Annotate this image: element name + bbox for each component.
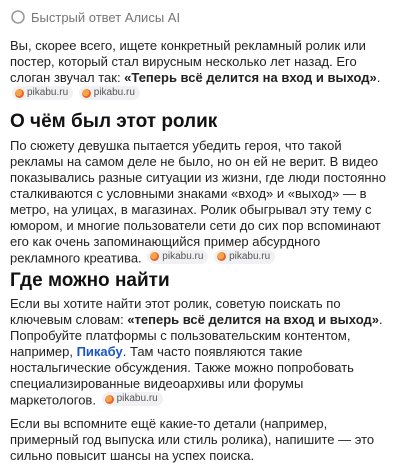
source-chip[interactable]: pikabu.ru <box>214 250 275 264</box>
pikabu-favicon-icon <box>217 252 226 261</box>
section-heading-about: О чём был этот ролик <box>10 110 218 132</box>
about-paragraph: По сюжету девушка пытается убедить героя, что такой рекламы на самом деле не было, но он ей не верит. В видео показывались разные ситуации из жизни, где люди постоянно сталкиваются с условными знаками «вход» и «выход» — в метро, на улицах, в магазинах. Ролик обыгрывал эту тему с юмором, и многие пользователи сети до сих пор вспоминают его как очень запоминающийся пример абсурдного рекламного креатива. pikabu.ru pikabu.ru <box>10 137 386 265</box>
closing-paragraph: Если вы вспомните ещё какие-то детали (например, примерный год выпуска или стиль ролика), напишите — это сильно повысит шансы на успех поиска. <box>10 415 375 463</box>
section-heading-where: Где можно найти <box>10 270 170 291</box>
header-title: Быстрый ответ Алисы AI <box>31 9 181 25</box>
source-chip[interactable]: pikabu.ru <box>79 86 140 100</box>
pikabu-favicon-icon <box>82 89 91 98</box>
where-paragraph: Если вы хотите найти этот ролик, советую поискать по ключевым словам: «теперь всё делится на вход и выход». Попробуйте платформы с пользовательским контентом, например, Пикабу. Там часто появляются такие ностальгические обсуждения. Также можно попробовать специализированные видеоархивы или форумы маркетологов. pikabu.ru <box>10 296 383 408</box>
alice-ring-icon <box>10 9 26 25</box>
pikabu-favicon-icon <box>15 89 24 98</box>
source-chip[interactable]: pikabu.ru <box>102 392 163 406</box>
source-chip[interactable]: pikabu.ru <box>12 86 73 100</box>
keywords: «теперь всё делится на вход и выход» <box>127 312 379 327</box>
answer-header <box>10 6 390 28</box>
pikabu-favicon-icon <box>150 252 159 261</box>
intro-paragraph: Вы, скорее всего, ищете конкретный рекламный ролик или постер, который стал вирусным несколько лет назад. Его слоган звучал так: «Теперь всё делится на вход и выход». pikabu.ru pikabu.ru <box>10 38 381 98</box>
pikabu-link[interactable]: Пикабу <box>76 344 123 359</box>
source-chip[interactable]: pikabu.ru <box>147 250 208 264</box>
slogan: «Теперь всё делится на вход и выход» <box>124 70 377 85</box>
pikabu-favicon-icon <box>105 395 114 404</box>
